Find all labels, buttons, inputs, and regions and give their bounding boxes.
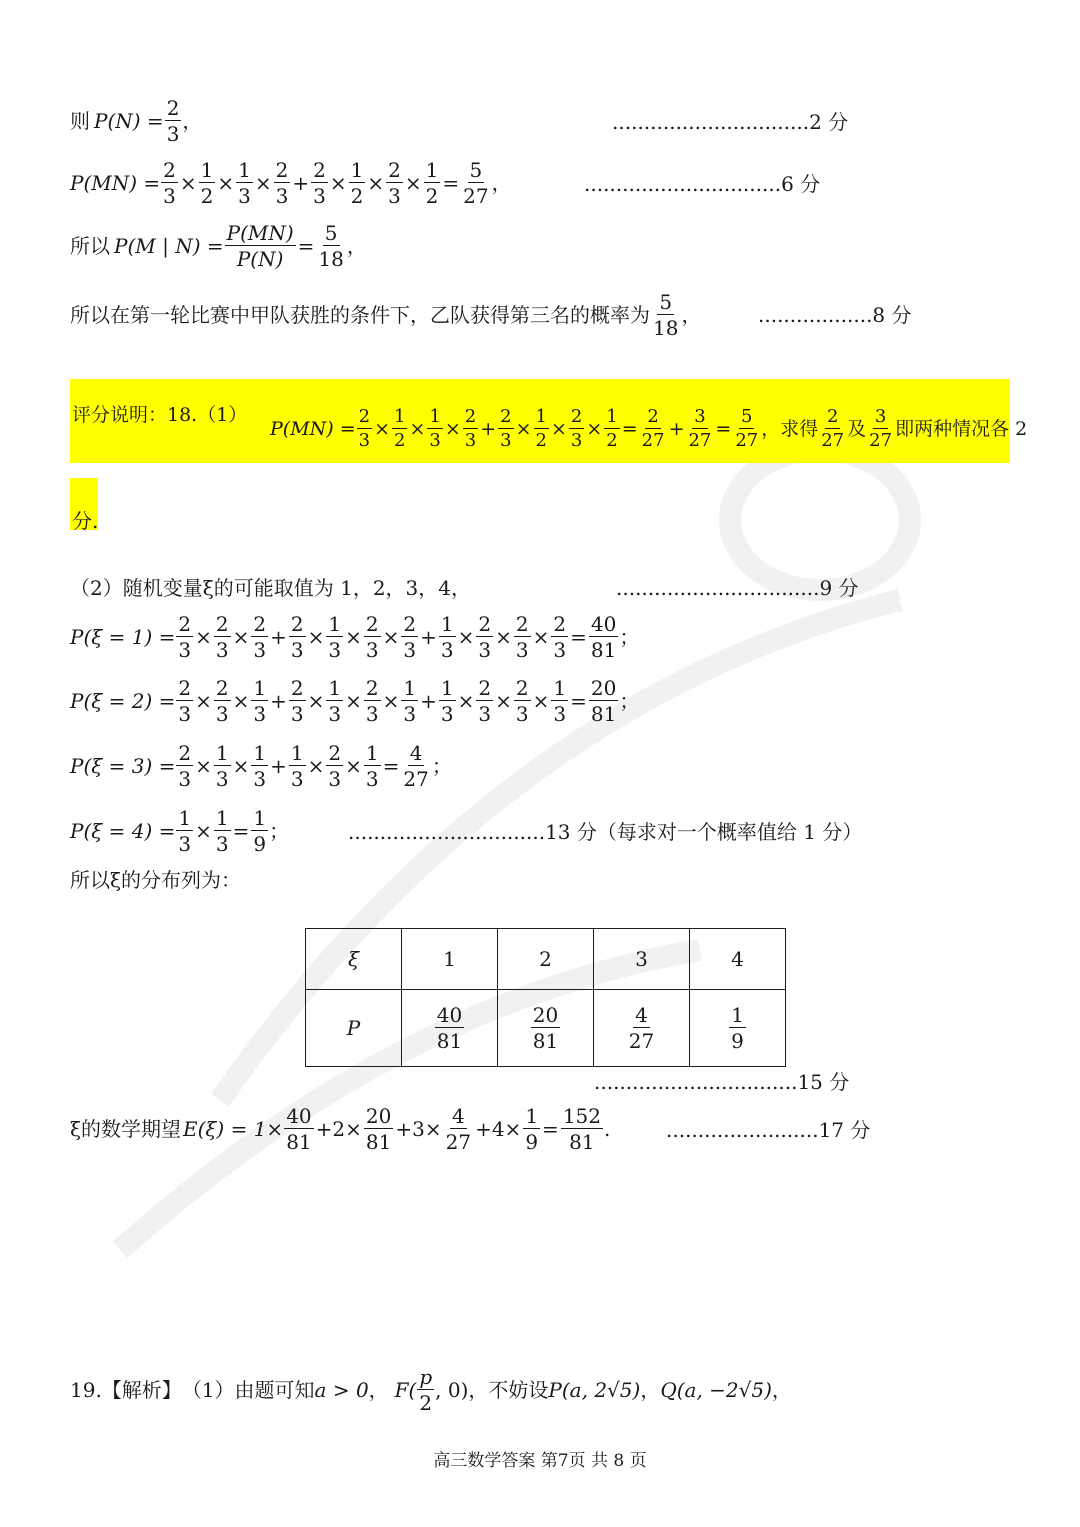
table-prob: $\frac{1}{9}$ — [690, 990, 786, 1067]
grading-end: 分. — [72, 509, 99, 533]
punct: ， — [491, 171, 512, 195]
punct: ， — [346, 234, 367, 258]
conclusion-text: 所以在第一轮比赛中甲队获胜的条件下，乙队获得第三名的概率为 — [70, 303, 650, 327]
table-value: 1 — [402, 929, 498, 990]
line-p4: P(ξ = 4) = $\frac{1}{3}$ × $\frac{1}{3}$ = $\frac{1}{9}$ ； — [70, 806, 290, 856]
score-2: ...............................2 分 — [612, 110, 849, 134]
table-prob: $\frac{20}{81}$ — [498, 990, 594, 1067]
conditional-lhs: P(M | N) = — [114, 234, 224, 258]
score-17: ........................17 分 — [666, 1118, 871, 1142]
line-prefix: 则 — [70, 109, 90, 133]
score-9: ................................9 分 — [616, 576, 859, 600]
distribution-table — [305, 928, 786, 1067]
line-p1: P(ξ = 1) = $\frac{2}{3}$ × $\frac{2}{3}$ × $\frac{2}{3}$ + $\frac{2}{3}$ × $\frac{1}{3}$ × $\frac{2}{3}$ × $\frac{2}{3}$ + $\frac{1}{3}$ × $\frac{2}{3}$ × $\frac{2}{3}$ × $\frac{2}{3}$ = $\frac{40}{81}$ ； — [70, 612, 640, 662]
q19-label: 19.【解析】 — [70, 1378, 182, 1402]
line-conclusion: 所以在第一轮比赛中甲队获胜的条件下，乙队获得第三名的概率为 $\frac{5}{18}$ ， — [70, 290, 702, 340]
table-header-p: P — [306, 990, 402, 1067]
line-conditional: 所以 P(M | N) = $\frac{P(MN)}{P(N)}$ = $\frac{5}{18}$ ， — [70, 221, 367, 271]
table-header-xi: ξ — [306, 929, 402, 990]
line-p2: P(ξ = 2) = $\frac{2}{3}$ × $\frac{2}{3}$ × $\frac{1}{3}$ + $\frac{2}{3}$ × $\frac{1}{3}$ × $\frac{2}{3}$ × $\frac{1}{3}$ + $\frac{1}{3}$ × $\frac{2}{3}$ × $\frac{2}{3}$ × $\frac{1}{3}$ = $\frac{20}{81}$ ； — [70, 676, 640, 726]
score-8: ..................8 分 — [758, 303, 912, 327]
punct: ， — [182, 109, 203, 133]
line-pn — [70, 98, 202, 144]
fraction: $\frac{2}{3}$ — [166, 96, 180, 146]
punct: ， — [681, 303, 702, 327]
pn-expression: P(N) = — [94, 109, 164, 133]
score-6: ...............................6 分 — [584, 172, 821, 196]
page-footer: 高三数学答案 第7页 共 8 页 — [433, 1451, 647, 1471]
pmn-lhs: P(MN) = — [70, 171, 161, 195]
grading-formula: P(MN) = $\frac{2}{3}$ × $\frac{1}{2}$ × $\frac{1}{3}$ × $\frac{2}{3}$ + $\frac{2}{3}$ × $\frac{1}{2}$ × $\frac{2}{3}$ × $\frac{1}{2}$ = $\frac{2}{27}$ + $\frac{3}{27}$ = $\frac{5}{27}$ ，求得 $\frac{2}{27}$ 及 $\frac{3}{27}$ 即两种情况各 2 — [270, 406, 1028, 451]
line-q19: 19.【解析】 （1）由题可知 a > 0 ， F( $\frac{p}{2}$ , 0) ，不妨设 P(a, 2√5) ， Q(a, −2√5) ， — [70, 1365, 792, 1415]
table-prob: $\frac{40}{81}$ — [402, 990, 498, 1067]
table-value: 3 — [594, 929, 690, 990]
line-prefix: 所以 — [70, 234, 110, 258]
grading-label: 评分说明：18.（1） — [72, 404, 248, 426]
part2-intro: （2）随机变量ξ的可能取值为 1，2，3，4， — [70, 576, 471, 600]
line-p3: P(ξ = 3) = $\frac{2}{3}$ × $\frac{1}{3}$ × $\frac{1}{3}$ + $\frac{1}{3}$ × $\frac{2}{3}$ × $\frac{1}{3}$ = $\frac{4}{27}$ ； — [70, 741, 452, 791]
table-prob: $\frac{4}{27}$ — [594, 990, 690, 1067]
line-pmn: P(MN) = $\frac{2}{3}$ × $\frac{1}{2}$ × $\frac{1}{3}$ × $\frac{2}{3}$ + $\frac{2}{3}$ × $\frac{1}{2}$ × $\frac{2}{3}$ × $\frac{1}{2}$ = $\frac{5}{27}$ ， — [70, 158, 512, 208]
score-15: ................................15 分 — [594, 1070, 850, 1094]
dist-intro: 所以ξ的分布列为： — [70, 868, 242, 892]
score-13: ...............................13 分（每求对一个概率值给 1 分） — [348, 820, 863, 844]
table-value: 4 — [690, 929, 786, 990]
line-expectation: ξ的数学期望 E(ξ) = 1× $\frac{40}{81}$ +2× $\frac{20}{81}$ +3× $\frac{4}{27}$ +4× $\frac{1}{9}$ = $\frac{152}{81}$ . — [70, 1104, 611, 1154]
table-value: 2 — [498, 929, 594, 990]
